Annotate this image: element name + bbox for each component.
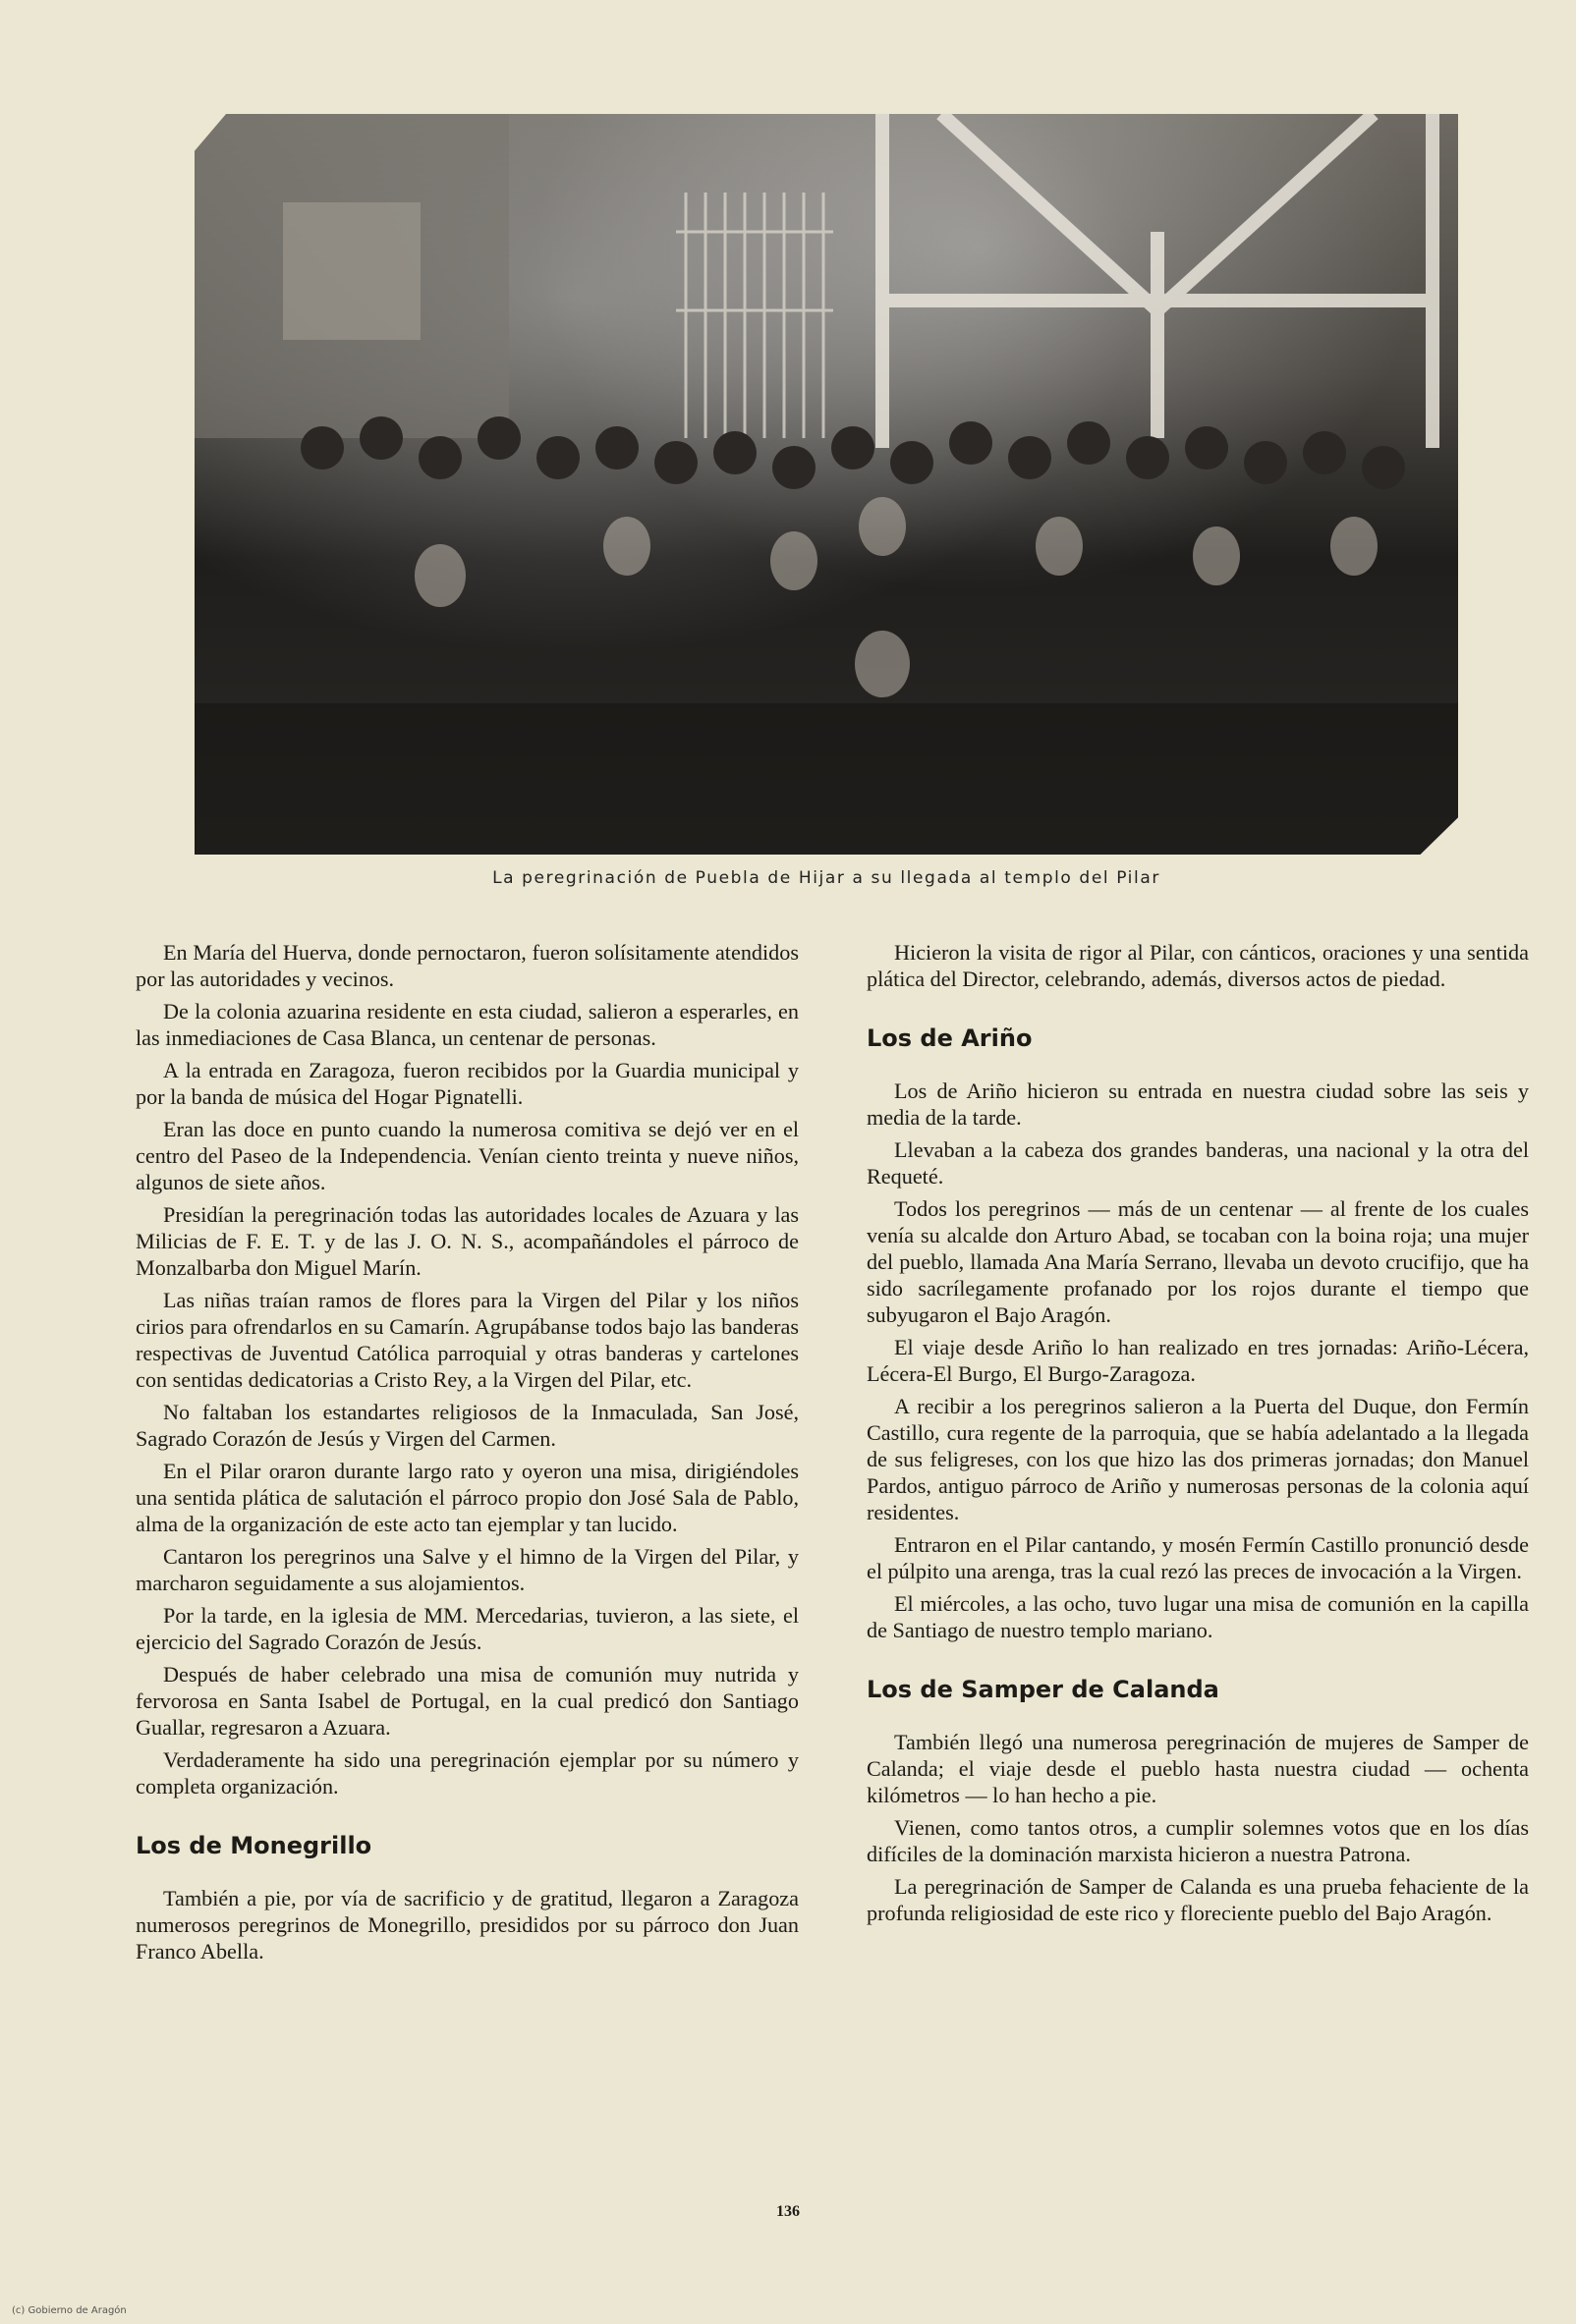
photo-scene <box>195 114 1458 855</box>
left-paragraph: A la entrada en Zaragoza, fueron recibidos por la Guardia municipal y por la banda de música del Hogar Pignatelli. <box>136 1058 799 1109</box>
left-paragraph: También a pie, por vía de sacrificio y de gratitud, llegaron a Zaragoza numerosos peregrinos de Monegrillo, presididos por su párroco don Juan Franco Abella. <box>136 1886 799 1964</box>
right-paragraph: El miércoles, a las ocho, tuvo lugar una misa de comunión en la capilla de Santiago de nuestro templo mariano. <box>867 1591 1529 1642</box>
right-paragraph: Todos los peregrinos — más de un centenar — al frente de los cuales venía su alcalde don Arturo Abad, se tocaban con la boina roja; una mujer del pueblo, llamada Ana María Serrano, llevaba un devoto crucifijo, que ha sido sacrílegamente profanado por los rojos durante el tiempo que subyugaron el Bajo Aragón. <box>867 1196 1529 1327</box>
left-paragraph: Cantaron los peregrinos una Salve y el himno de la Virgen del Pilar, y marcharon seguidamente a sus alojamientos. <box>136 1544 799 1595</box>
right-section-heading: Los de Ariño <box>867 1024 1033 1052</box>
copyright-footer: (c) Gobierno de Aragón <box>12 2305 127 2316</box>
left-paragraph: En el Pilar oraron durante largo rato y oyeron una misa, dirigiéndoles una sentida plática de salutación el párroco propio don José Sala de Pablo, alma de la organización de este acto tan ejemplar y tan lucido. <box>136 1459 799 1536</box>
left-paragraph: Por la tarde, en la iglesia de MM. Mercedarias, tuvieron, a las siete, el ejercicio del Sagrado Corazón de Jesús. <box>136 1603 799 1654</box>
left-paragraph: De la colonia azuarina residente en esta ciudad, salieron a esperarles, en las inmediaciones de Casa Blanca, un centenar de personas. <box>136 999 799 1050</box>
left-section-heading: Los de Monegrillo <box>136 1832 372 1859</box>
left-column <box>136 939 799 1970</box>
photo-caption: La peregrinación de Puebla de Hijar a su llegada al templo del Pilar <box>492 868 1160 888</box>
left-paragraph: Verdaderamente ha sido una peregrinación ejemplar por su número y completa organización. <box>136 1747 799 1798</box>
right-paragraph: Vienen, como tantos otros, a cumplir solemnes votos que en los días difíciles de la dominación marxista hicieron a nuestra Patrona. <box>867 1815 1529 1866</box>
right-paragraph: La peregrinación de Samper de Calanda es una prueba fehaciente de la profunda religiosidad de este rico y floreciente pueblo del Bajo Aragón. <box>867 1874 1529 1925</box>
right-paragraph: A recibir a los peregrinos salieron a la Puerta del Duque, don Fermín Castillo, cura regente de la parroquia, que se había adelantado a la llegada de sus feligreses, con los que hizo las dos primeras jornadas; don Manuel Pardos, antiguo párroco de Ariño y numerosas personas de la colonia aquí residentes. <box>867 1394 1529 1524</box>
right-paragraph: Entraron en el Pilar cantando, y mosén Fermín Castillo pronunció desde el púlpito una arenga, tras la cual rezó las preces de invocación a la Virgen. <box>867 1532 1529 1583</box>
right-paragraph: También llegó una numerosa peregrinación de mujeres de Samper de Calanda; el viaje desde el pueblo hasta nuestra ciudad — ochenta kilómetros — lo han hecho a pie. <box>867 1730 1529 1807</box>
page-number: 136 <box>776 2203 800 2220</box>
right-section-heading: Los de Samper de Calanda <box>867 1676 1219 1703</box>
left-paragraph: No faltaban los estandartes religiosos de la Inmaculada, San José, Sagrado Corazón de Jesús y Virgen del Carmen. <box>136 1400 799 1451</box>
right-paragraph: Hicieron la visita de rigor al Pilar, con cánticos, oraciones y una sentida plática del Director, celebrando, además, diversos actos de piedad. <box>867 940 1529 991</box>
left-paragraph: En María del Huerva, donde pernoctaron, fueron solísitamente atendidos por las autoridades y vecinos. <box>136 940 799 991</box>
left-paragraph: Después de haber celebrado una misa de comunión muy nutrida y fervorosa en Santa Isabel de Portugal, en la cual predicó don Santiago Guallar, regresaron a Azuara. <box>136 1662 799 1740</box>
photograph-pilgrims <box>195 114 1458 855</box>
right-paragraph: El viaje desde Ariño lo han realizado en tres jornadas: Ariño-Lécera, Lécera-El Burgo, El Burgo-Zaragoza. <box>867 1335 1529 1386</box>
right-paragraph: Llevaban a la cabeza dos grandes banderas, una nacional y la otra del Requeté. <box>867 1137 1529 1189</box>
left-paragraph: Las niñas traían ramos de flores para la Virgen del Pilar y los niños cirios para ofrendarlos en su Camarín. Agrupábanse todos bajo las banderas respectivas de Juventud Católica parroquial y otras banderas y cartelones con sentidas dedicatorias a Cristo Rey, a la Virgen del Pilar, etc. <box>136 1288 799 1392</box>
left-paragraph: Eran las doce en punto cuando la numerosa comitiva se dejó ver en el centro del Paseo de la Independencia. Venían ciento treinta y nueve niños, algunos de siete años. <box>136 1117 799 1194</box>
left-paragraph: Presidían la peregrinación todas las autoridades locales de Azuara y las Milicias de F. E. T. y de las J. O. N. S., acompañándoles el párroco de Monzalbarba don Miguel Marín. <box>136 1202 799 1280</box>
right-paragraph: Los de Ariño hicieron su entrada en nuestra ciudad sobre las seis y media de la tarde. <box>867 1079 1529 1130</box>
right-column <box>867 939 1529 1932</box>
